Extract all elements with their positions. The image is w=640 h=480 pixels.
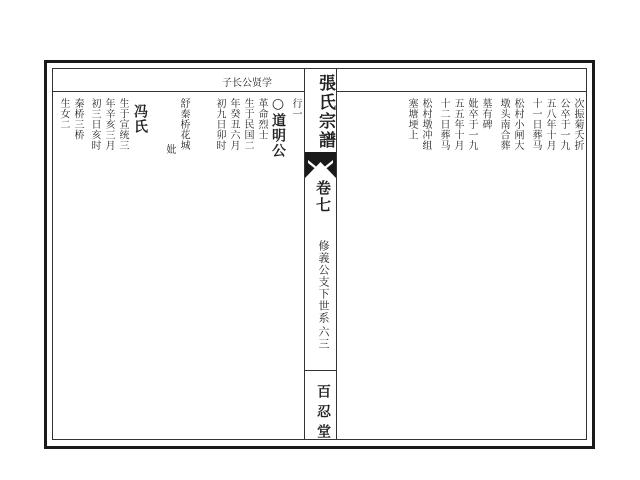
spine-divider: [305, 370, 336, 371]
text-column: 初三日亥时: [89, 98, 100, 151]
text-column: 妣: [164, 144, 175, 155]
text-column: 年癸丑六月: [228, 98, 239, 151]
person-name: ○道明公: [270, 96, 286, 158]
text-column: 松村墩冲组: [420, 98, 431, 151]
page-number: 六三: [317, 326, 330, 350]
spouse-name: 冯氏: [132, 104, 148, 134]
text-column: 秦桥三桥: [72, 98, 83, 140]
volume-label: 卷七: [314, 180, 332, 214]
text-column: 墩头南合葬: [498, 98, 509, 151]
text-column: 五五年十月: [452, 98, 463, 151]
branch-label: 修義公支下世系: [317, 240, 330, 324]
text-column: 五八年十月: [544, 98, 555, 151]
text-column: 妣卒于一九: [466, 98, 477, 151]
text-column: 墓有碑: [480, 98, 491, 130]
text-column: 十一日葬马: [530, 98, 541, 151]
text-column: 松村小闸大: [512, 98, 523, 151]
book-spine: [304, 68, 337, 444]
text-column: 生女二: [58, 98, 69, 130]
genealogy-title: 張氏宗譜: [315, 74, 335, 150]
text-column: 生于民国二: [242, 98, 253, 151]
text-column: 行一: [290, 98, 301, 119]
text-column: 初九日卯时: [214, 98, 225, 151]
text-column: 次振菊夭折: [572, 98, 583, 151]
fish-tail-ornament: [305, 152, 336, 178]
text-column: 公卒于一九: [558, 98, 569, 151]
right-header-rule: [337, 91, 587, 92]
text-column: 生于宣统三: [117, 98, 128, 151]
text-column: 十二日葬马: [438, 98, 449, 151]
text-column: 年辛亥三月: [103, 98, 114, 151]
left-page-header: 子长公贤学: [222, 78, 272, 89]
hall-name: 百忍堂: [315, 384, 331, 444]
text-column: 革命烈士: [256, 98, 267, 140]
text-column: 塞塘埂上: [406, 98, 417, 140]
left-header-rule: [52, 91, 304, 92]
text-column: 舒秦桥花城: [178, 98, 189, 151]
